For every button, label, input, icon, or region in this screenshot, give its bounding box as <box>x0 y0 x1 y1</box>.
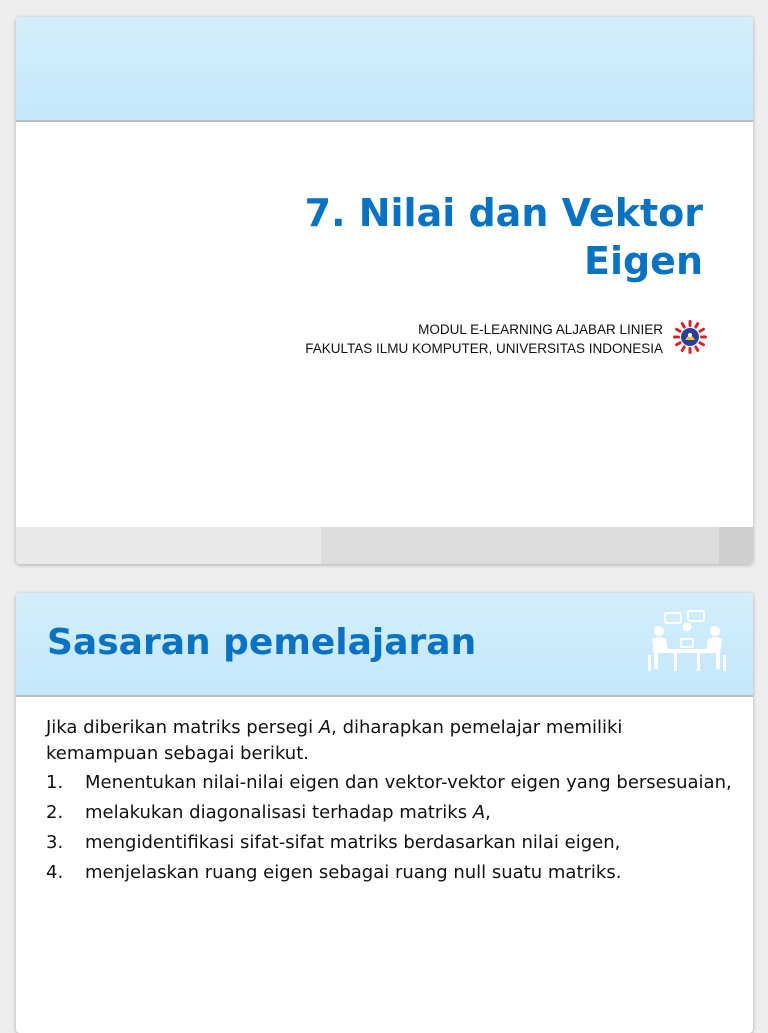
meeting-table-icon <box>646 609 728 675</box>
objectives-list <box>46 770 736 886</box>
slide-header-band <box>16 17 753 122</box>
intro-text-end: , diharapkan pemelajar memiliki kemampuan sebagai berikut. <box>46 717 623 764</box>
list-item <box>46 830 736 856</box>
matrix-symbol: A <box>318 717 332 738</box>
module-subtitle <box>305 320 663 358</box>
intro-text-start: Jika diberikan matriks persegi <box>46 717 319 738</box>
list-item <box>46 800 736 826</box>
intro-paragraph <box>46 715 736 767</box>
title-line-1: 7. Nilai dan Vektor <box>304 191 703 235</box>
objectives-body <box>46 715 736 890</box>
list-number: 3. <box>46 832 64 853</box>
universitas-indonesia-logo-icon <box>672 319 708 355</box>
list-item <box>46 770 736 796</box>
list-text: menjelaskan ruang eigen sebagai ruang null suatu matriks. <box>85 862 622 883</box>
slide-header-band <box>16 593 753 697</box>
list-number: 4. <box>46 862 64 883</box>
slide-title: Sasaran pemelajaran <box>47 622 477 663</box>
list-text-end: , <box>485 802 491 823</box>
list-item <box>46 860 736 886</box>
list-text-start: melakukan diagonalisasi terhadap matriks <box>85 802 473 823</box>
slide-footer-band <box>16 527 753 564</box>
faculty-name: FAKULTAS ILMU KOMPUTER, UNIVERSITAS INDONESIA <box>305 341 663 356</box>
module-name: MODUL E-LEARNING ALJABAR LINIER <box>418 322 663 337</box>
matrix-symbol: A <box>472 802 486 823</box>
footer-segment-right <box>719 527 753 564</box>
list-text: Menentukan nilai-nilai eigen dan vektor-vektor eigen yang bersesuaian, <box>85 772 732 793</box>
title-slide <box>16 17 753 564</box>
objectives-slide <box>16 593 753 1033</box>
slide-title <box>305 189 703 285</box>
title-line-2: Eigen <box>583 239 703 283</box>
list-number: 1. <box>46 772 64 793</box>
footer-segment-mid <box>321 527 719 564</box>
list-number: 2. <box>46 802 64 823</box>
list-text: mengidentifikasi sifat-sifat matriks berdasarkan nilai eigen, <box>85 832 621 853</box>
